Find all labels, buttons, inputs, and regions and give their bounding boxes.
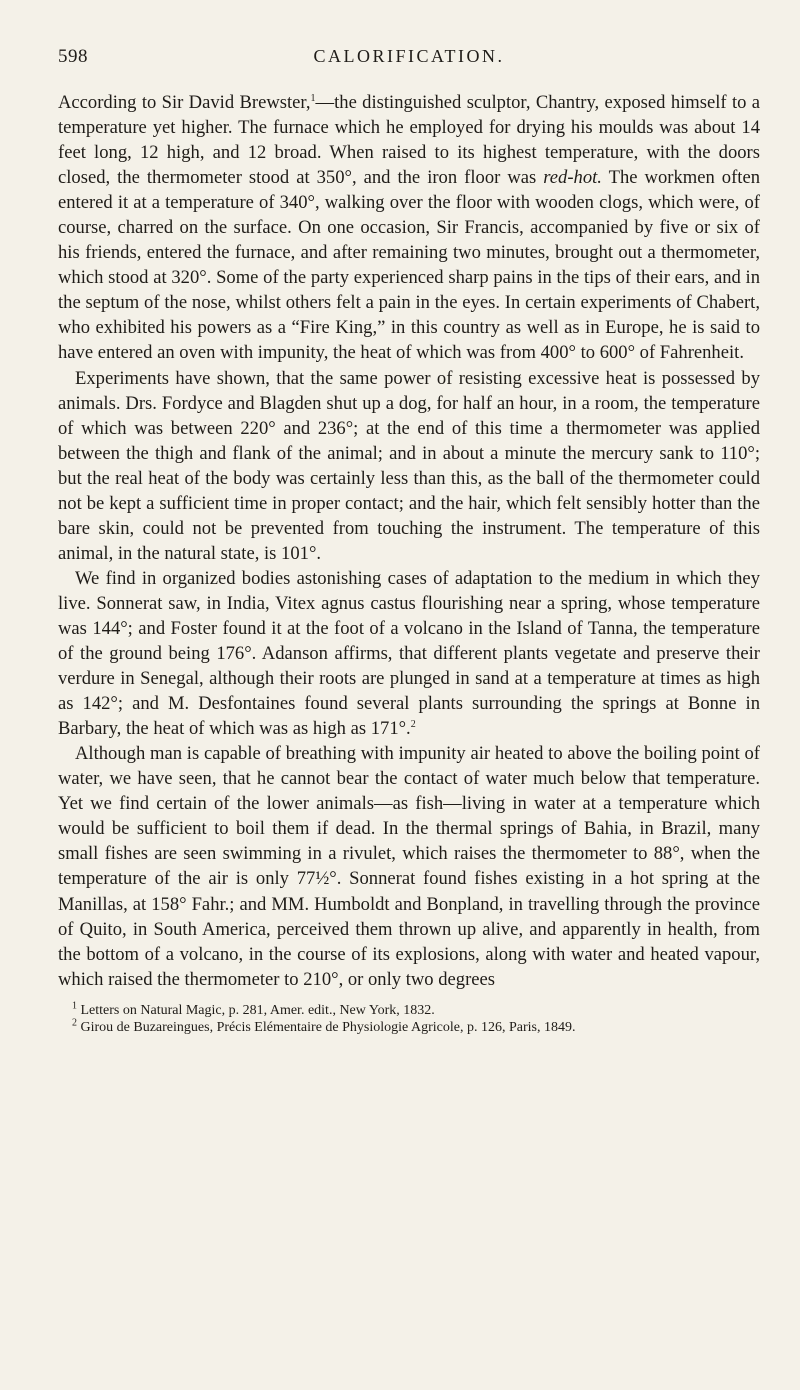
emphasis-text: red-hot. — [543, 167, 602, 189]
text-run: The workmen often entered it at a temperature of 340°, walking over the floor with wooden clogs, which were, of course, charred on the surface. On one occasion, Sir Francis, accompanied by five or six of his friends, entered the furnace, and after remaining two minutes, brought out a thermometer, which stood at 320°. Some of the party experienced sharp pains in the tips of their ears, and in the septum of the nose, whilst others felt a pain in the eyes. In certain experiments of Chabert, who exhibited his powers as a “Fire King,” in this country as well as in Europe, he is said to have entered an oven with impunity, the heat of which was from 400° to 600° of Fahrenheit. — [58, 167, 760, 364]
paragraph — [58, 366, 760, 566]
text-run: Experiments have shown, that the same power of resisting excessive heat is possessed by animals. Drs. Fordyce and Blagden shut up a dog, for half an hour, in a room, the temperature of which was between 220° and 236°; at the end of this time a thermometer was applied between the thigh and flank of the animal; and in about a minute the mercury sank to 110°; but the real heat of the body was certainly less than this, as the ball of the thermometer could not be kept a sufficient time in proper contact; and the hair, which felt sensibly hotter than the bare skin, could not be prevented from touching the instrument. The temperature of this animal, in the natural state, is 101°. — [58, 367, 760, 564]
running-head — [58, 46, 760, 80]
page-number: 598 — [58, 46, 88, 67]
text-run: We find in organized bodies astonishing cases of adaptation to the medium in which they live. Sonnerat saw, in India, Vitex agnus castus flourishing near a spring, whose temperature was 144°; and Foster found it at the foot of a volcano in the Island of Tanna, the temperature of the ground being 176°. Adanson affirms, that different plants vegetate and preserve their verdure in Senegal, although their roots are plunged in sand at a temperature at times as high as 142°; and M. Desfontaines found several plants surrounding the springs at Bonne in Barbary, the heat of which was as high as 171°. — [58, 567, 760, 740]
text-run: Although man is capable of breathing with impunity air heated to above the boiling point of water, we have seen, that he cannot bear the contact of water much below that temperature. Yet we find certain of the lower animals—as fish—living in water at a temperature which would be sufficient to boil them if dead. In the thermal springs of Bahia, in Brazil, many small fishes are seen swimming in a rivulet, which raises the thermometer to 88°, when the temperature of the air is only 77½°. Sonnerat found fishes existing in a hot spring at the Manillas, at 158° Fahr.; and MM. Humboldt and Bonpland, in travelling through the province of Quito, in South America, perceived them thrown up alive, and apparently in health, from the bottom of a volcano, in the course of its explosions, along with water and heated vapour, which raised the thermometer to 210°, or only two degrees — [58, 743, 760, 990]
footnotes — [58, 1002, 760, 1037]
paragraph — [58, 566, 760, 741]
text-run: —the distinguished sculptor, Chantry, exposed himself to a temperature yet higher. The furnace which he employed for drying his moulds was about 14 feet long, 12 high, and 12 broad. When raised to its highest temperature, with the doors closed, the thermometer stood at 350°, and the iron floor was — [58, 92, 761, 189]
footnote-text: Girou de Buzareingues, Précis Elémentaire de Physiologie Agricole, p. 126, Paris, 1849. — [77, 1020, 576, 1036]
body-text — [58, 90, 760, 992]
text-run: According to Sir David Brewster, — [58, 92, 311, 113]
section-title: CALORIFICATION. — [313, 46, 505, 66]
footnote-reference: 2 — [410, 718, 416, 730]
footnote-mark: 2 — [72, 1017, 77, 1029]
footnote-mark: 1 — [72, 1000, 77, 1012]
footnote-reference: 1 — [310, 92, 316, 104]
paragraph — [58, 90, 760, 366]
footnote — [58, 1002, 760, 1020]
footnote — [58, 1019, 760, 1037]
paragraph — [58, 741, 760, 991]
footnote-text: Letters on Natural Magic, p. 281, Amer. edit., New York, 1832. — [77, 1002, 435, 1018]
